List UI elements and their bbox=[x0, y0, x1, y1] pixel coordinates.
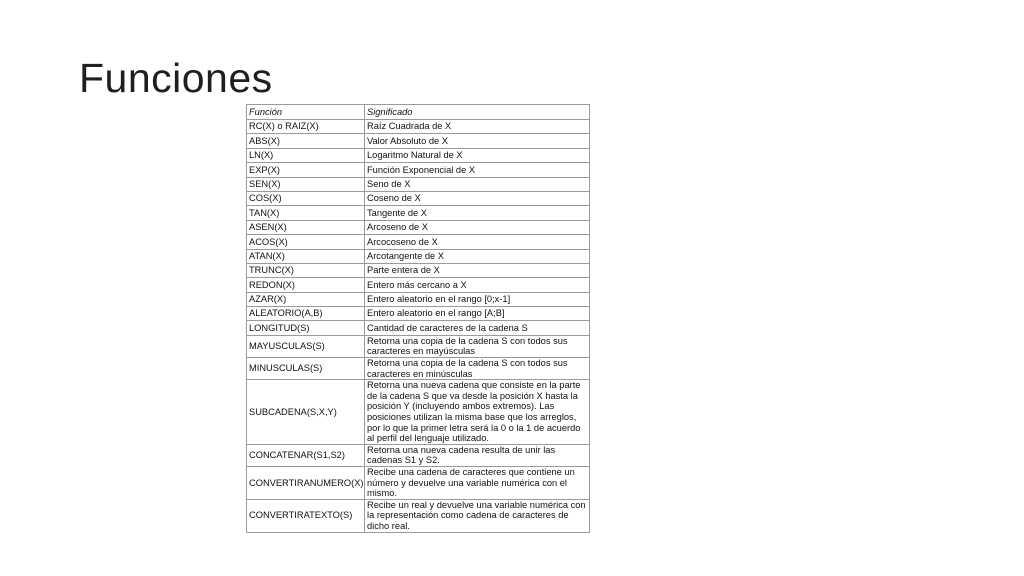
function-name-cell: CONVERTIRATEXTO(S) bbox=[247, 499, 365, 532]
function-meaning-cell: Entero aleatorio en el rango [A;B] bbox=[365, 307, 590, 321]
function-meaning-cell: Recibe una cadena de caracteres que contiene un número y devuelve una variable numérica con el mismo. bbox=[365, 466, 590, 499]
table-row bbox=[247, 278, 590, 292]
function-meaning-cell: Retorna una nueva cadena resulta de unir las cadenas S1 y S2. bbox=[365, 444, 590, 466]
table-row bbox=[247, 206, 590, 220]
header-meaning: Significado bbox=[365, 105, 590, 120]
slide-title: Funciones bbox=[79, 55, 273, 101]
function-name-cell: RC(X) o RAIZ(X) bbox=[247, 120, 365, 134]
function-meaning-cell: Retorna una copia de la cadena S con todos sus caracteres en minúsculas bbox=[365, 358, 590, 380]
function-meaning-cell: Valor Absoluto de X bbox=[365, 134, 590, 148]
function-meaning-cell: Retorna una copia de la cadena S con todos sus caracteres en mayúsculas bbox=[365, 335, 590, 357]
function-meaning-cell: Función Exponencial de X bbox=[365, 163, 590, 177]
function-meaning-cell: Retorna una nueva cadena que consiste en la parte de la cadena S que va desde la posición X hasta la posición Y (incluyendo ambos extremos). Las posiciones utilizan la misma base que los arreglos, por lo que la primer letra será la 0 o la 1 de acuerdo al perfil del lenguaje utilizado. bbox=[365, 380, 590, 445]
header-function: Función bbox=[247, 105, 365, 120]
functions-table-container bbox=[246, 104, 589, 533]
function-meaning-cell: Coseno de X bbox=[365, 191, 590, 205]
table-row bbox=[247, 466, 590, 499]
table-row bbox=[247, 263, 590, 277]
table-row bbox=[247, 358, 590, 380]
function-meaning-cell: Raíz Cuadrada de X bbox=[365, 120, 590, 134]
function-name-cell: MINUSCULAS(S) bbox=[247, 358, 365, 380]
function-meaning-cell: Arcotangente de X bbox=[365, 249, 590, 263]
table-row bbox=[247, 120, 590, 134]
table-row bbox=[247, 134, 590, 148]
function-meaning-cell: Entero más cercano a X bbox=[365, 278, 590, 292]
function-name-cell: ABS(X) bbox=[247, 134, 365, 148]
function-meaning-cell: Cantidad de caracteres de la cadena S bbox=[365, 321, 590, 335]
function-name-cell: CONVERTIRANUMERO(X) bbox=[247, 466, 365, 499]
function-name-cell: EXP(X) bbox=[247, 163, 365, 177]
function-name-cell: LONGITUD(S) bbox=[247, 321, 365, 335]
function-meaning-cell: Tangente de X bbox=[365, 206, 590, 220]
table-row bbox=[247, 499, 590, 532]
table-row bbox=[247, 163, 590, 177]
table-row bbox=[247, 177, 590, 191]
function-name-cell: TRUNC(X) bbox=[247, 263, 365, 277]
function-name-cell: SEN(X) bbox=[247, 177, 365, 191]
table-header-row bbox=[247, 105, 590, 120]
function-meaning-cell: Arcoseno de X bbox=[365, 220, 590, 234]
function-name-cell: SUBCADENA(S,X,Y) bbox=[247, 380, 365, 445]
function-name-cell: MAYUSCULAS(S) bbox=[247, 335, 365, 357]
table-row bbox=[247, 444, 590, 466]
function-name-cell: ALEATORIO(A,B) bbox=[247, 307, 365, 321]
table-row bbox=[247, 148, 590, 162]
table-row bbox=[247, 321, 590, 335]
table-row bbox=[247, 380, 590, 445]
function-name-cell: TAN(X) bbox=[247, 206, 365, 220]
function-name-cell: ATAN(X) bbox=[247, 249, 365, 263]
table-row bbox=[247, 249, 590, 263]
table-row bbox=[247, 307, 590, 321]
table-row bbox=[247, 235, 590, 249]
functions-table bbox=[246, 104, 590, 533]
function-name-cell: ACOS(X) bbox=[247, 235, 365, 249]
function-name-cell: REDON(X) bbox=[247, 278, 365, 292]
function-name-cell: CONCATENAR(S1,S2) bbox=[247, 444, 365, 466]
function-name-cell: COS(X) bbox=[247, 191, 365, 205]
function-meaning-cell: Parte entera de X bbox=[365, 263, 590, 277]
function-meaning-cell: Logaritmo Natural de X bbox=[365, 148, 590, 162]
function-name-cell: ASEN(X) bbox=[247, 220, 365, 234]
function-meaning-cell: Entero aleatorio en el rango [0;x-1] bbox=[365, 292, 590, 306]
table-row bbox=[247, 335, 590, 357]
table-row bbox=[247, 191, 590, 205]
function-name-cell: AZAR(X) bbox=[247, 292, 365, 306]
function-name-cell: LN(X) bbox=[247, 148, 365, 162]
table-row bbox=[247, 220, 590, 234]
function-meaning-cell: Arcocoseno de X bbox=[365, 235, 590, 249]
function-meaning-cell: Recibe un real y devuelve una variable numérica con la representación como cadena de caracteres de dicho real. bbox=[365, 499, 590, 532]
table-row bbox=[247, 292, 590, 306]
function-meaning-cell: Seno de X bbox=[365, 177, 590, 191]
